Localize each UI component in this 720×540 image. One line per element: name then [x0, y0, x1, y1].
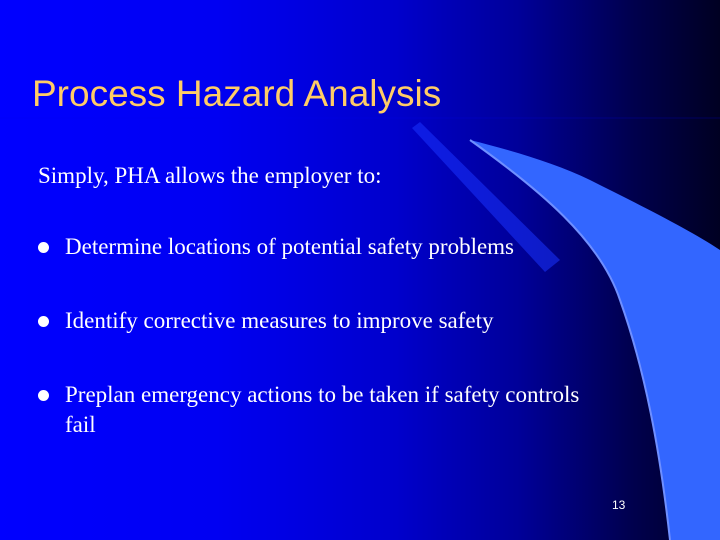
- bullet-item: [36, 306, 616, 336]
- bullet-list: [36, 232, 616, 484]
- bullet-dot-icon: [38, 316, 49, 327]
- bullet-text: Determine locations of potential safety problems: [65, 234, 515, 259]
- page-number: 13: [612, 498, 626, 512]
- bullet-text: Identify corrective measures to improve safety: [65, 308, 494, 333]
- slide-title: Process Hazard Analysis: [32, 73, 442, 114]
- bullet-dot-icon: [38, 242, 49, 253]
- bullet-text: Preplan emergency actions to be taken if safety controls fail: [65, 382, 580, 437]
- bullet-item: [36, 232, 616, 262]
- bullet-item: [36, 380, 605, 440]
- bullet-dot-icon: [38, 390, 49, 401]
- intro-text: Simply, PHA allows the employer to:: [38, 163, 382, 188]
